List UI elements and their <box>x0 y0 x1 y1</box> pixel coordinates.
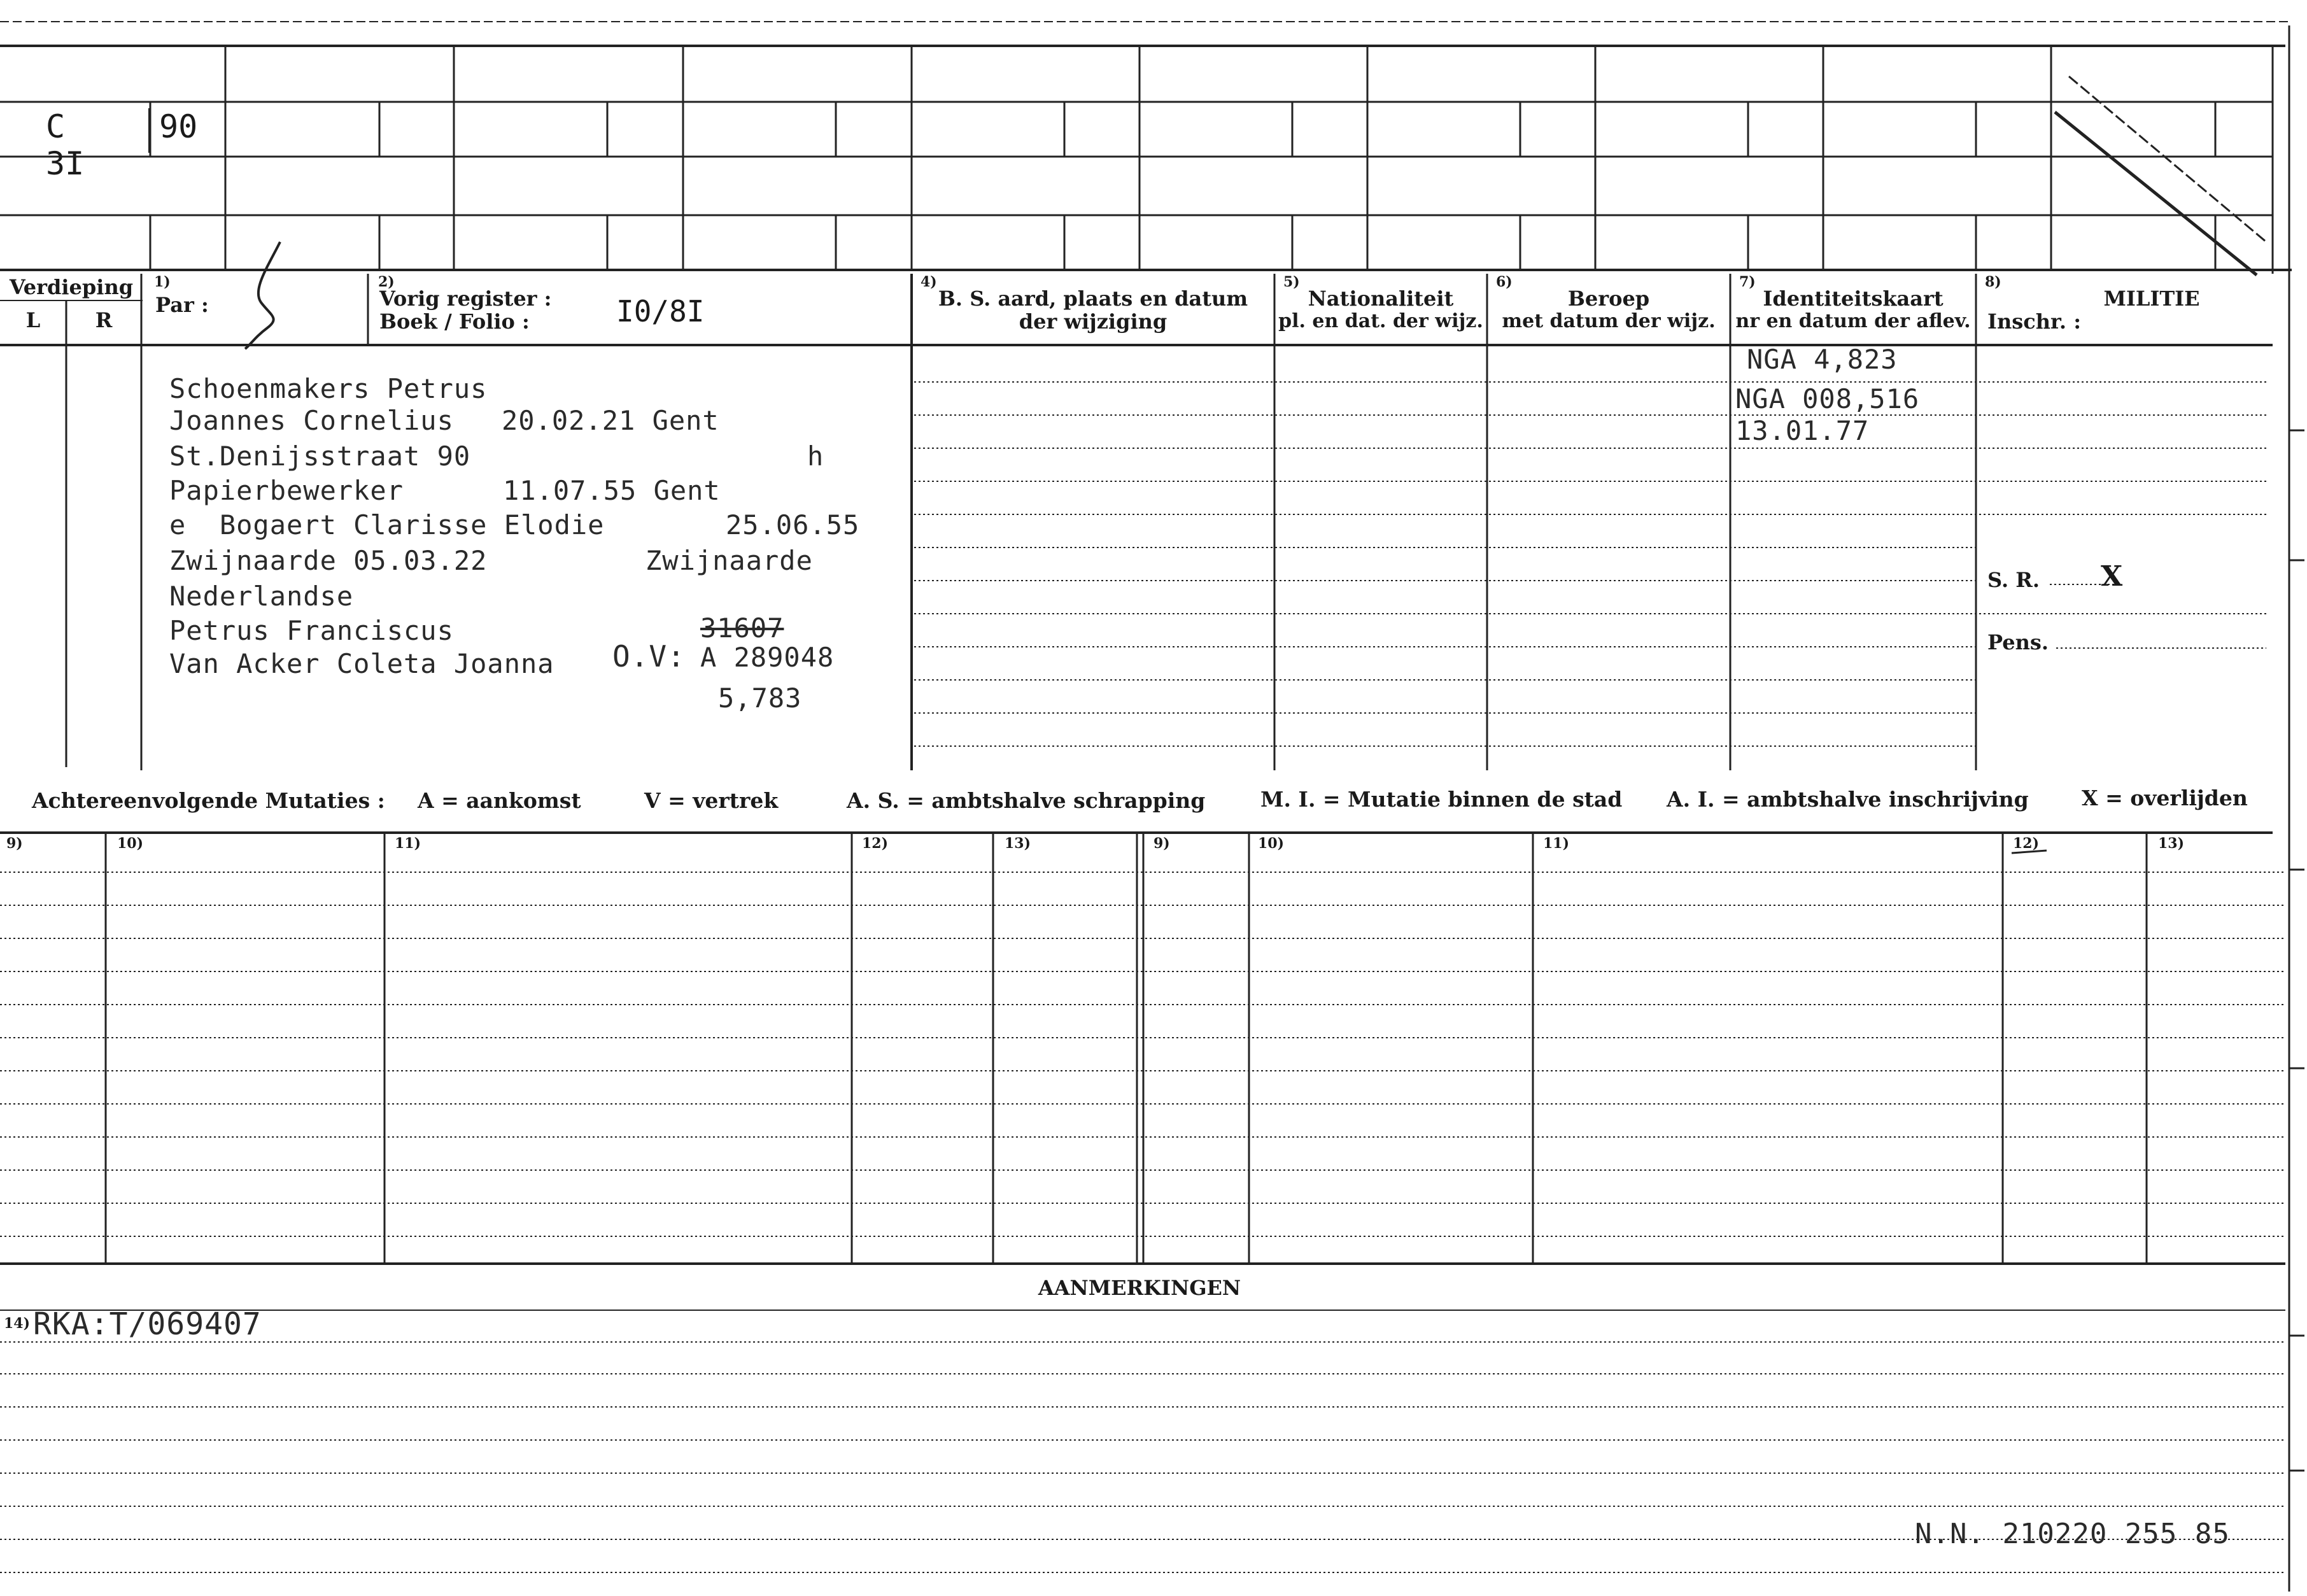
mut-col-13-right: 13) <box>2158 835 2185 852</box>
legend-a: A = aankomst <box>418 788 581 813</box>
header-ber-2: met datum der wijz. <box>1502 310 1716 332</box>
header-vorig-register: Vorig register : <box>379 286 552 311</box>
header-inschr: Inschr. : <box>1987 309 2082 334</box>
person-birth: 20.02.21 Gent <box>502 405 719 436</box>
header-id-2: nr en datum der aflev. <box>1735 310 1971 332</box>
person-nationality: Nederlandse <box>169 581 354 612</box>
header-bs-1: B. S. aard, plaats en datum <box>938 286 1248 311</box>
legend-as: A. S. = ambtshalve schrapping <box>847 788 1206 813</box>
person-address-mark: h <box>807 441 824 472</box>
header-nat-2: pl. en dat. der wijz. <box>1278 310 1483 332</box>
remarks-title: AANMERKINGEN <box>1038 1276 1241 1300</box>
mut-col-12-left: 12) <box>862 835 889 852</box>
legend-ai: A. I. = ambtshalve inschrijving <box>1667 787 2029 812</box>
register-page: 90 <box>159 108 198 145</box>
handwritten-stroke <box>148 108 151 153</box>
header-nat-1: Nationaliteit <box>1308 286 1454 311</box>
mut-col-10-right: 10) <box>1258 835 1285 852</box>
person-mother: Van Acker Coleta Joanna <box>169 648 554 679</box>
header-bs-2: der wijziging <box>1019 309 1168 334</box>
person-name-line1: Schoenmakers Petrus <box>169 373 488 404</box>
person-spouse-place: Zwijnaarde <box>646 545 813 576</box>
header-id-1: Identiteitskaart <box>1763 286 1944 311</box>
militie-sr: S. R. <box>1987 568 2040 592</box>
header-num-4: 4) <box>921 274 937 290</box>
header-par: Par : <box>155 293 209 317</box>
person-father: Petrus Franciscus <box>169 615 454 646</box>
header-num-7: 7) <box>1739 274 1756 290</box>
mut-col-10-left: 10) <box>117 835 144 852</box>
identity-line3: 13.01.77 <box>1735 415 1870 446</box>
person-occupation: Papierbewerker <box>169 475 404 506</box>
header-num-6: 6) <box>1496 274 1513 290</box>
remarks-num-14: 14) <box>4 1315 31 1332</box>
mut-col-9-right: 9) <box>1154 835 1170 852</box>
legend-mi: M. I. = Mutatie binnen de stad <box>1260 787 1623 812</box>
ov-label: O.V: <box>612 639 686 674</box>
header-num-1: 1) <box>154 274 171 290</box>
header-num-2: 2) <box>378 274 395 290</box>
person-address: St.Denijsstraat 90 <box>169 441 471 472</box>
legend-v: V = vertrek <box>644 788 779 813</box>
militie-sr-value: X <box>2101 560 2123 593</box>
person-spouse: e Bogaert Clarisse Elodie <box>169 509 605 540</box>
header-l: L <box>25 308 41 332</box>
mut-col-13-left: 13) <box>1005 835 1031 852</box>
militie-pens: Pens. <box>1987 630 2049 654</box>
person-spouse-birth: Zwijnaarde 05.03.22 <box>169 545 488 576</box>
mut-col-9-left: 9) <box>6 835 23 852</box>
header-verdieping: Verdieping <box>9 275 134 299</box>
register-code: C 3I <box>46 108 85 182</box>
header-num-5: 5) <box>1283 274 1300 290</box>
national-number: N.N. 210220 255 85 <box>1915 1518 2230 1550</box>
person-occupation-date: 11.07.55 Gent <box>503 475 721 506</box>
ov-value: A 289048 <box>700 642 835 673</box>
person-marriage-date: 25.06.55 <box>726 509 860 540</box>
header-militie: MILITIE <box>2103 286 2200 311</box>
mut-col-11-left: 11) <box>395 835 421 852</box>
header-boek-folio: Boek / Folio : <box>379 309 530 334</box>
mut-col-12-right: 12) <box>2013 835 2040 852</box>
boek-folio-value: I0/8I <box>616 294 705 328</box>
legend-x: X = overlijden <box>2082 786 2248 810</box>
person-name-line2: Joannes Cornelius <box>169 405 454 436</box>
person-struck-number: 31607 <box>700 612 784 644</box>
header-r: R <box>95 308 113 332</box>
identity-line2: NGA 008,516 <box>1735 383 1920 414</box>
remarks-rka: RKA:T/069407 <box>33 1306 262 1342</box>
legend-title: Achtereenvolgende Mutaties : <box>32 788 385 813</box>
mut-col-11-right: 11) <box>1543 835 1570 852</box>
identity-line1: NGA 4,823 <box>1747 344 1898 375</box>
person-extra-number: 5,783 <box>718 682 802 714</box>
header-ber-1: Beroep <box>1567 286 1650 311</box>
header-num-8: 8) <box>1985 274 2001 290</box>
